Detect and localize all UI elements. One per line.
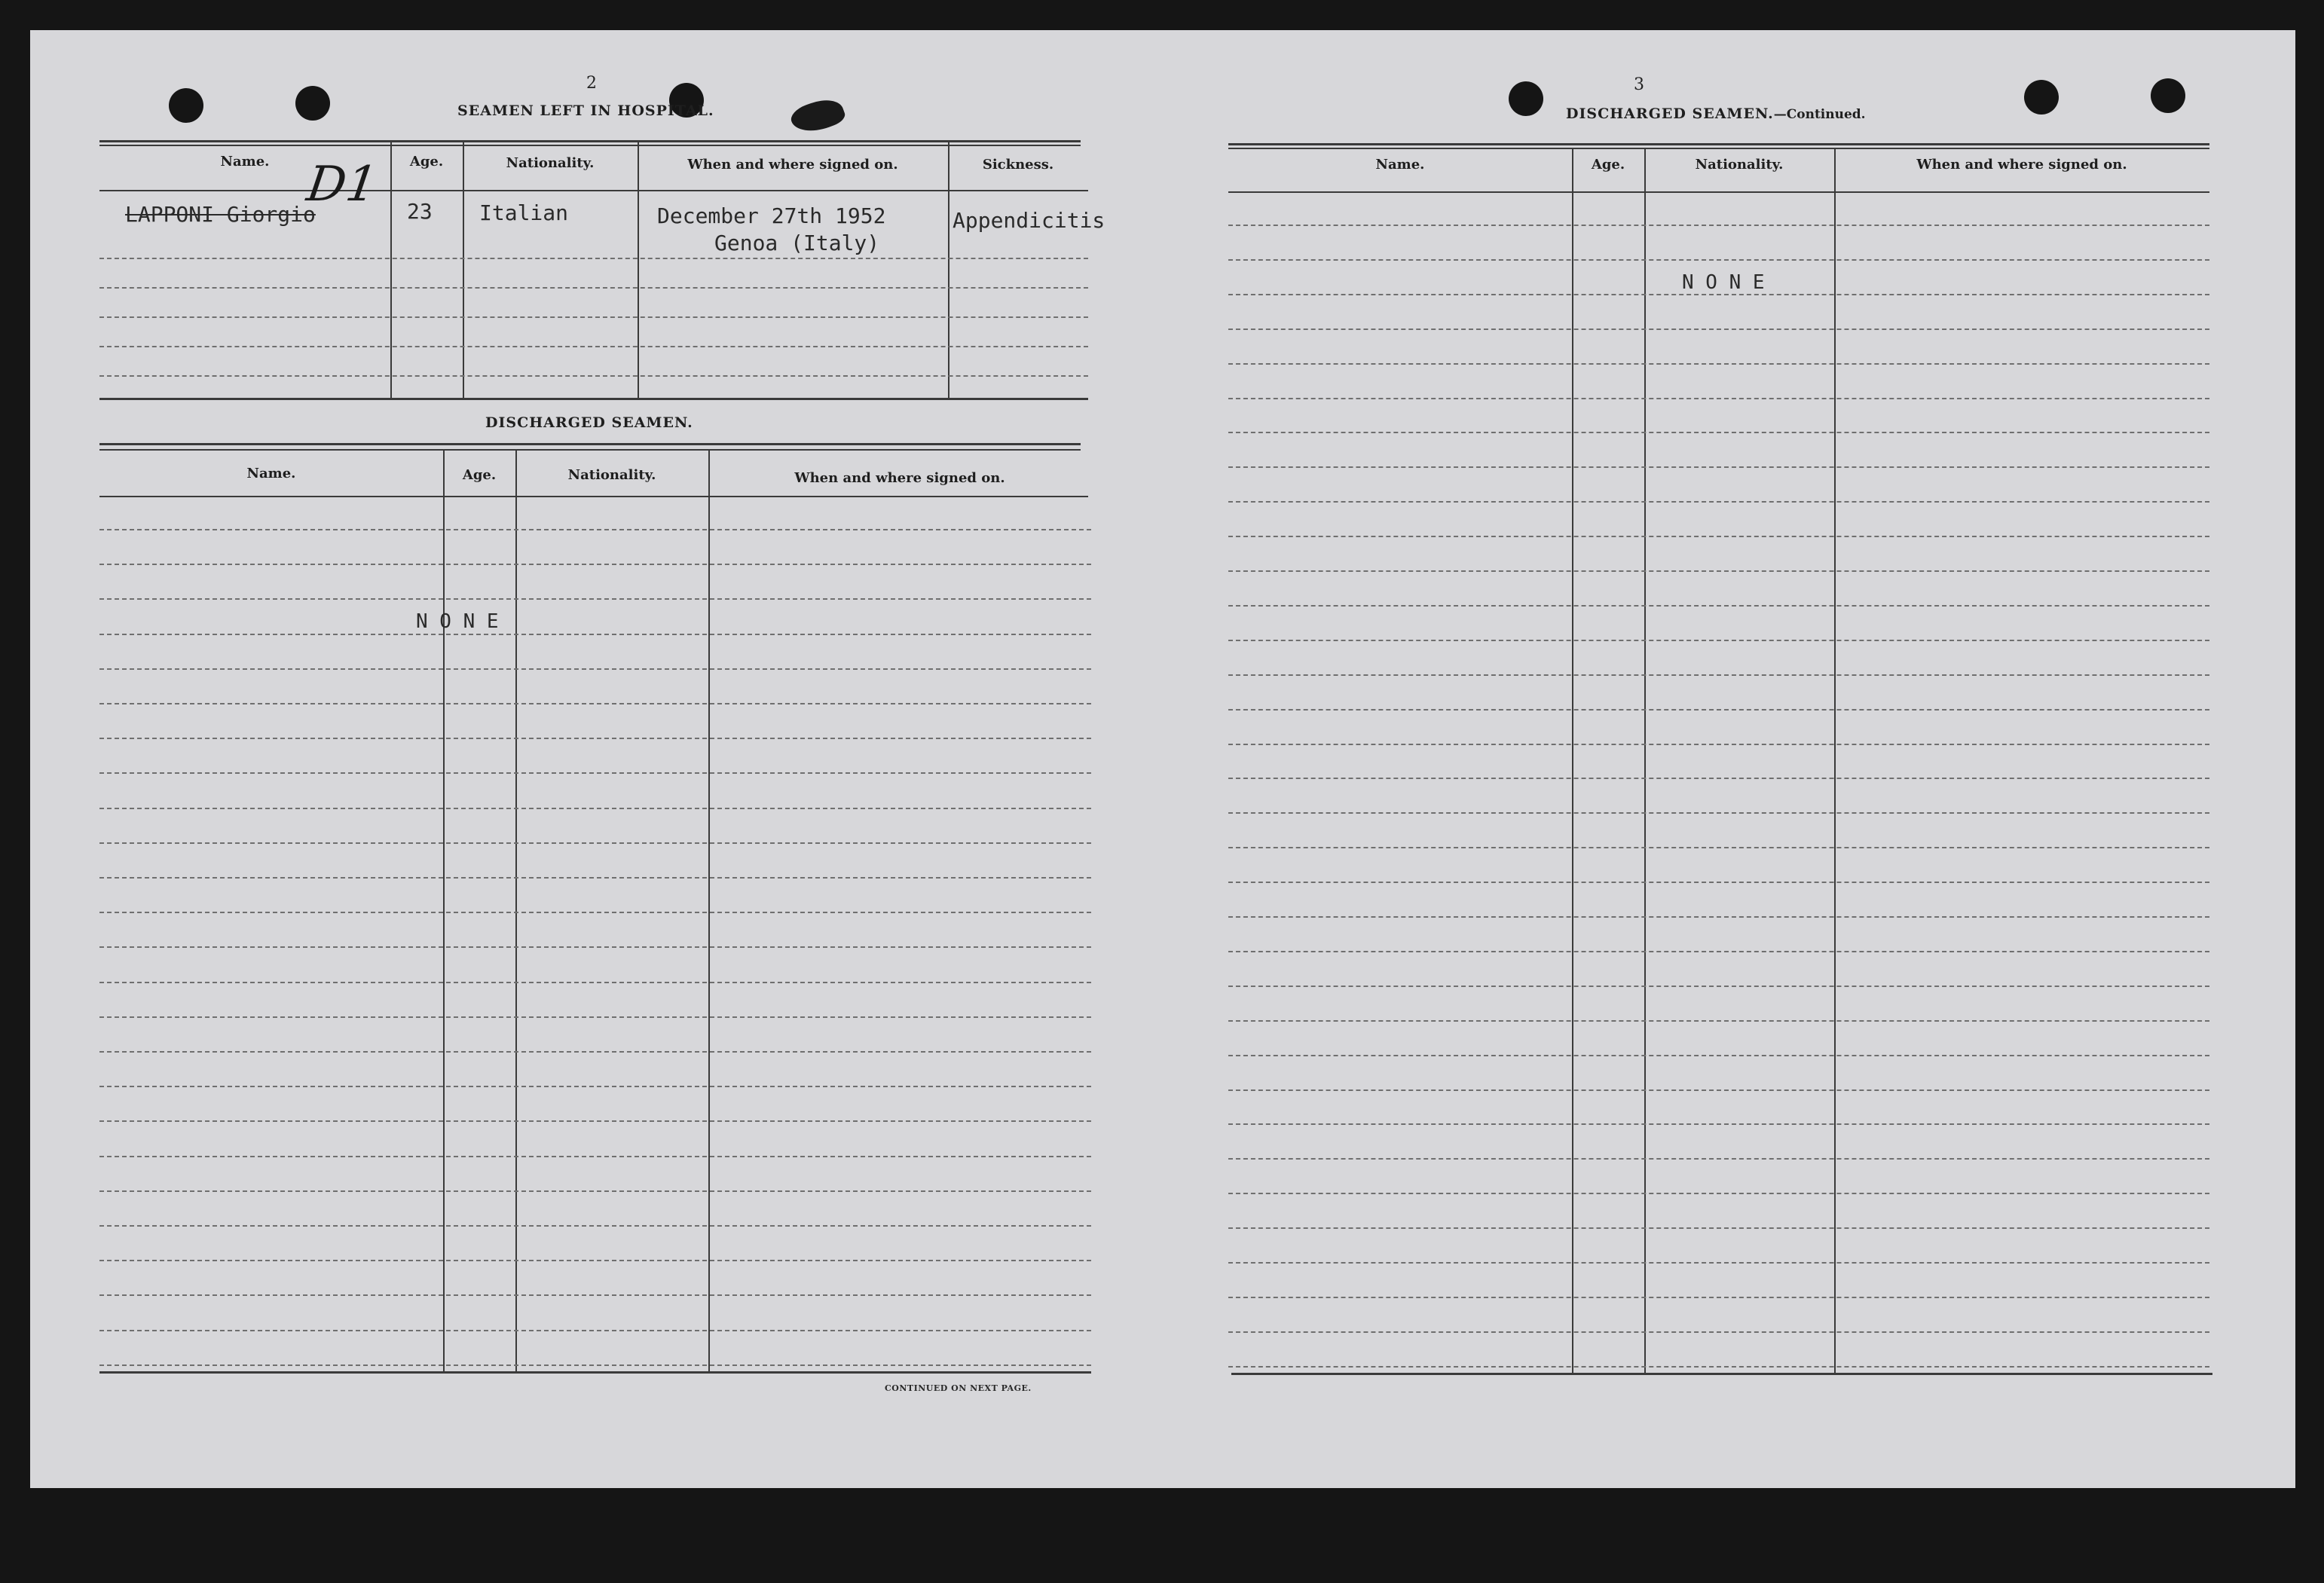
ruled-line xyxy=(1228,294,2209,295)
ruled-line xyxy=(99,1051,1091,1053)
hospital-entry-nationality: Italian xyxy=(479,200,569,225)
ruled-line xyxy=(1228,916,2209,918)
page-number-left: 2 xyxy=(586,74,597,93)
col-header-name: Name. xyxy=(220,154,270,170)
punch-hole xyxy=(295,86,330,121)
col-header-age: Age. xyxy=(1591,157,1625,173)
page-number-right: 3 xyxy=(1634,75,1644,94)
col-header-name: Name. xyxy=(1375,157,1425,173)
ruled-line xyxy=(99,1260,1091,1261)
ruled-line xyxy=(99,668,1091,670)
punch-hole xyxy=(169,88,203,123)
ruled-line xyxy=(99,1364,1091,1366)
col-header-nationality: Nationality. xyxy=(506,155,595,171)
ruled-line xyxy=(1228,812,2209,814)
col-header-signed: When and where signed on. xyxy=(794,470,1005,486)
document-sheet xyxy=(30,30,2295,1488)
ruled-line xyxy=(1228,605,2209,607)
hospital-entry-signed-place: Genoa (Italy) xyxy=(714,231,880,255)
ruled-line xyxy=(1228,1297,2209,1298)
ruled-line xyxy=(1228,1055,2209,1056)
ruled-line xyxy=(99,1120,1091,1122)
discharged-continued-title-text: DISCHARGED SEAMEN. xyxy=(1566,105,1774,122)
hospital-entry-name: LAPPONI Giorgio xyxy=(125,202,316,227)
ruled-line xyxy=(99,1156,1091,1157)
ruled-line xyxy=(1228,778,2209,779)
ruled-line xyxy=(1228,432,2209,433)
ruled-line xyxy=(1228,709,2209,711)
punch-hole xyxy=(1509,81,1543,116)
ruled-line xyxy=(1228,259,2209,261)
ruled-line xyxy=(99,1294,1091,1296)
ruled-line xyxy=(99,808,1091,809)
punch-hole xyxy=(2024,80,2059,115)
ruled-line xyxy=(99,946,1091,948)
ruled-line xyxy=(99,1190,1091,1192)
ruled-line xyxy=(1228,1331,2209,1333)
discharged-continued-title xyxy=(1566,105,1866,122)
continued-suffix: —Continued. xyxy=(1773,107,1866,122)
ruled-line xyxy=(99,529,1091,530)
ruled-line xyxy=(1228,225,2209,226)
ruled-line xyxy=(1228,951,2209,952)
ruled-line xyxy=(1228,986,2209,987)
ruled-line xyxy=(99,877,1091,879)
ruled-line xyxy=(1228,1262,2209,1264)
ruled-line xyxy=(99,842,1091,844)
ruled-line xyxy=(1228,363,2209,365)
col-header-nationality: Nationality. xyxy=(567,467,656,483)
ruled-line xyxy=(1228,1193,2209,1194)
ruled-line xyxy=(1228,882,2209,883)
ruled-line xyxy=(99,1086,1091,1087)
discharged-section-title: DISCHARGED SEAMEN. xyxy=(485,414,693,431)
ruled-line xyxy=(1228,536,2209,537)
ruled-line xyxy=(99,564,1091,565)
punch-hole xyxy=(2151,78,2185,113)
ruled-line xyxy=(1228,398,2209,399)
ruled-line xyxy=(1228,1123,2209,1125)
ruled-line xyxy=(1228,640,2209,641)
ruled-line xyxy=(1228,1227,2209,1229)
col-header-age: Age. xyxy=(409,154,444,170)
continued-note: CONTINUED ON NEXT PAGE. xyxy=(885,1383,1032,1393)
col-header-signed: When and where signed on. xyxy=(687,157,898,173)
hospital-entry-signed-date: December 27th 1952 xyxy=(657,203,886,228)
ruled-line xyxy=(1228,1020,2209,1022)
ruled-line xyxy=(1228,744,2209,745)
ruled-line xyxy=(1228,1158,2209,1160)
col-header-name: Name. xyxy=(246,466,296,481)
ruled-line xyxy=(1228,1089,2209,1091)
ruled-line xyxy=(1228,1366,2209,1368)
discharged-entry-none: N O N E xyxy=(416,610,499,633)
col-header-signed: When and where signed on. xyxy=(1916,157,2127,173)
hospital-entry-age: 23 xyxy=(407,199,433,224)
ruled-line xyxy=(1228,329,2209,330)
ruled-line xyxy=(99,598,1091,600)
ruled-line xyxy=(1228,570,2209,572)
col-header-nationality: Nationality. xyxy=(1695,157,1784,173)
ruled-line xyxy=(1228,501,2209,503)
col-header-age: Age. xyxy=(462,467,497,483)
ink-blot xyxy=(788,93,848,139)
ruled-line xyxy=(99,772,1091,774)
ruled-line xyxy=(99,738,1091,739)
ruled-line xyxy=(99,634,1091,635)
ruled-line xyxy=(99,703,1091,704)
ruled-line xyxy=(99,1016,1091,1018)
ruled-line xyxy=(99,1225,1091,1227)
hospital-entry-sickness: Appendicitis xyxy=(953,208,1105,233)
ruled-line xyxy=(99,982,1091,983)
ruled-line xyxy=(99,912,1091,913)
handwritten-mark: D1 xyxy=(303,157,381,212)
hospital-section-title: SEAMEN LEFT IN HOSPITAL. xyxy=(457,102,714,119)
ruled-line xyxy=(1228,847,2209,848)
col-header-sickness: Sickness. xyxy=(982,157,1054,173)
ruled-line xyxy=(1228,466,2209,468)
discharged-continued-none: N O N E xyxy=(1682,271,1765,294)
ruled-line xyxy=(1228,674,2209,676)
ruled-line xyxy=(99,1330,1091,1331)
